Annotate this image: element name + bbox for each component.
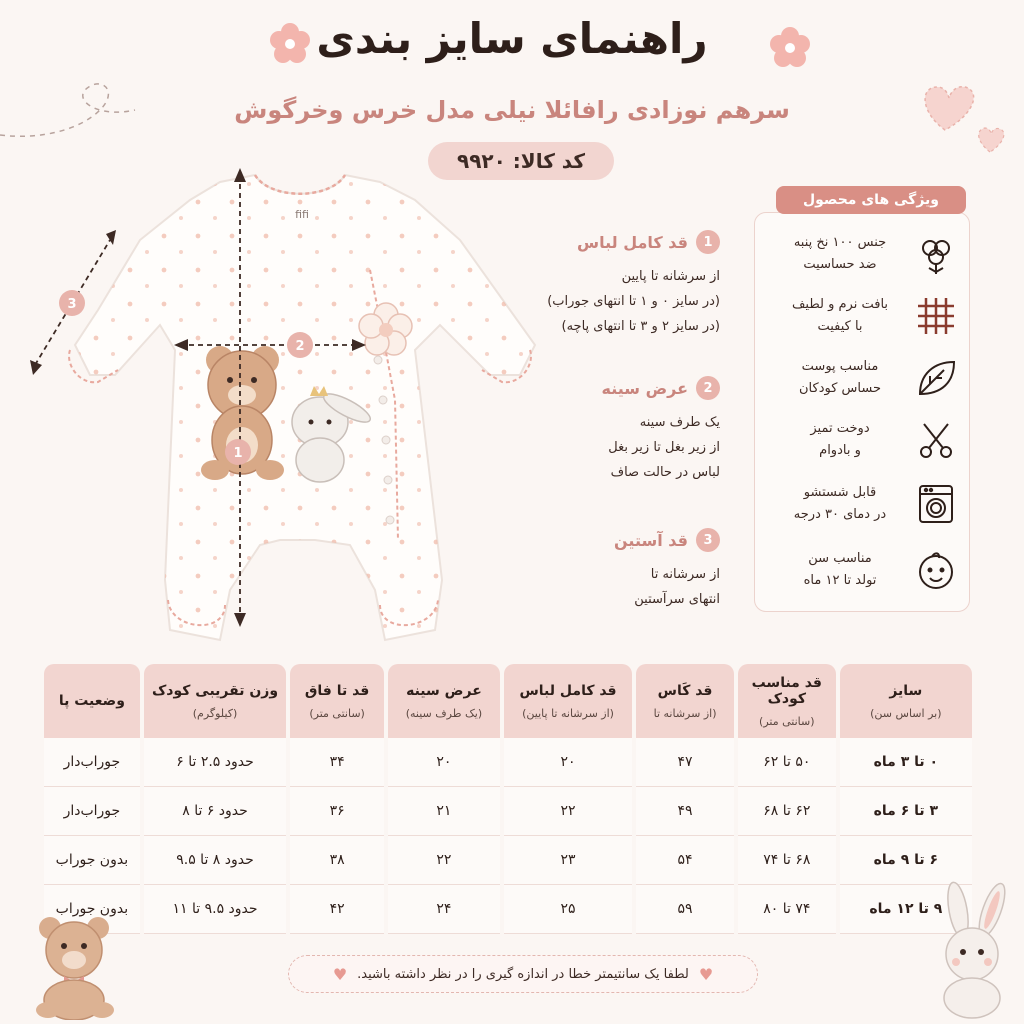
scissors-icon [914, 418, 958, 462]
table-header-cell: وضعیت پا [44, 664, 140, 738]
table-header-cell: قد کَاس (از سرشانه تا [636, 664, 734, 738]
table-cell: ۳۸ [290, 836, 384, 885]
table-row [44, 836, 972, 885]
feature-line: و بادوام [819, 443, 861, 458]
table-cell: ۵۴ [636, 836, 734, 885]
table-cell: حدود ۲.۵ تا ۶ [144, 738, 287, 787]
feature-line: قابل شستشو [803, 485, 877, 500]
table-cell: ۲۲ [388, 836, 500, 885]
product-subtitle: سرهم نوزادی رافائلا نیلی مدل خرس وخرگوش [234, 96, 790, 124]
washing-machine-icon [914, 482, 958, 526]
measurement-title: عرض سینه [601, 378, 688, 398]
page-title: راهنمای سایز بندی [316, 14, 708, 63]
features-title: ویژگی های محصول [776, 186, 966, 214]
badge-length [225, 439, 251, 465]
measurement-length [490, 230, 720, 339]
table-cell: ۳۶ [290, 787, 384, 836]
feature-line: در دمای ۳۰ درجه [793, 507, 887, 522]
teddy-bear-decoration [20, 910, 130, 1020]
table-cell: ۲۳ [504, 836, 632, 885]
feature-item [766, 288, 962, 344]
table-cell: جوراب‌دار [44, 787, 140, 836]
table-row [44, 885, 972, 934]
table-cell: ۴۹ [636, 787, 734, 836]
table-cell: جوراب‌دار [44, 738, 140, 787]
table-cell: ۲۲ [504, 787, 632, 836]
badge-sleeve [59, 290, 85, 316]
fabric-weave-icon [914, 294, 958, 338]
table-cell: ۶۲ تا ۶۸ [738, 787, 836, 836]
table-cell: ۴۷ [636, 738, 734, 787]
table-cell: حدود ۸ تا ۹.۵ [144, 836, 287, 885]
feature-item [766, 226, 962, 282]
note-text: لطفا یک سانتیمتر خطا در اندازه گیری را در نظر داشته باشید. [357, 966, 689, 982]
feature-line: ضد حساسیت [803, 257, 877, 272]
measurement-line: (در سایز ۲ و ۳ تا انتهای پاچه) [561, 319, 720, 334]
table-cell: حدود ۹.۵ تا ۱۱ [144, 885, 287, 934]
badge-chest [287, 332, 313, 358]
feature-item [766, 412, 962, 468]
feature-line: مناسب پوست [801, 359, 879, 374]
brand-label: fifi [295, 208, 309, 221]
table-cell: ۲۱ [388, 787, 500, 836]
product-code-badge: کد کالا: ۹۹۲۰ [428, 142, 614, 180]
feature-item [766, 476, 962, 532]
feature-line: با کیفیت [817, 319, 863, 334]
table-header-cell: سایز (بر اساس سن) [840, 664, 972, 738]
measurement-title: قد آستین [614, 530, 688, 550]
table-cell: ۵۹ [636, 885, 734, 934]
measurement-number: 3 [696, 528, 720, 552]
measurement-chest [490, 376, 720, 485]
measurement-sleeve [490, 528, 720, 612]
measurement-title: قد کامل لباس [577, 232, 688, 252]
table-cell: بدون جوراب [44, 885, 140, 934]
measurement-line: از سرشانه تا [650, 567, 720, 582]
feature-line: دوخت تمیز [810, 421, 870, 436]
table-row [44, 738, 972, 787]
table-cell: ۶۸ تا ۷۴ [738, 836, 836, 885]
table-cell: ۴۲ [290, 885, 384, 934]
feature-line: حساس کودکان [799, 381, 881, 396]
baby-face-icon [914, 548, 958, 592]
measurement-note [288, 955, 758, 993]
measurement-line: (در سایز ۰ و ۱ تا انتهای جوراب) [547, 294, 720, 309]
table-cell: ۲۴ [388, 885, 500, 934]
table-cell: ۳۴ [290, 738, 384, 787]
measurement-line: از زیر بغل تا زیر بغل [608, 440, 720, 455]
svg-text:3: 3 [67, 297, 77, 312]
feature-item [766, 350, 962, 406]
table-cell: ۲۰ [504, 738, 632, 787]
table-cell: ۹ تا ۱۲ ماه [840, 885, 972, 934]
feature-line: تولد تا ۱۲ ماه [803, 573, 877, 588]
bunny-decoration [920, 880, 1024, 1020]
feature-item [766, 542, 962, 598]
measurement-number: 1 [696, 230, 720, 254]
table-cell: ۶ تا ۹ ماه [840, 836, 972, 885]
cotton-icon [914, 232, 958, 276]
table-header-cell: وزن تقریبی کودک (کیلوگرم) [144, 664, 287, 738]
table-cell: ۷۴ تا ۸۰ [738, 885, 836, 934]
table-header-cell: قد کامل لباس (از سرشانه تا پایین) [504, 664, 632, 738]
heart-icon: ♥ [698, 964, 714, 984]
heart-icon: ♥ [332, 964, 348, 984]
table-cell: حدود ۶ تا ۸ [144, 787, 287, 836]
feature-line: مناسب سن [808, 551, 872, 566]
table-cell: بدون جوراب [44, 836, 140, 885]
table-cell: ۲۵ [504, 885, 632, 934]
svg-text:1: 1 [233, 446, 243, 461]
svg-text:2: 2 [295, 339, 305, 354]
table-header-row [44, 664, 972, 738]
feature-line: جنس ۱۰۰ نخ پنبه [793, 235, 887, 250]
table-cell: ۰ تا ۳ ماه [840, 738, 972, 787]
table-header-cell: قد مناسب کودک (سانتی متر) [738, 664, 836, 738]
measurement-line: از سرشانه تا پایین [621, 269, 720, 284]
feature-line: بافت نرم و لطیف [791, 297, 889, 312]
measurement-line: یک طرف سینه [639, 415, 720, 430]
size-table [40, 664, 976, 934]
measurement-line: لباس در حالت صاف [610, 465, 720, 480]
table-header-cell: قد تا فاق (سانتی متر) [290, 664, 384, 738]
table-header-cell: عرض سینه (یک طرف سینه) [388, 664, 500, 738]
measurement-number: 2 [696, 376, 720, 400]
table-cell: ۵۰ تا ۶۲ [738, 738, 836, 787]
table-row [44, 787, 972, 836]
table-cell: ۲۰ [388, 738, 500, 787]
measurement-line: انتهای سرآستین [634, 592, 720, 607]
leaf-icon [914, 356, 958, 400]
table-cell: ۳ تا ۶ ماه [840, 787, 972, 836]
